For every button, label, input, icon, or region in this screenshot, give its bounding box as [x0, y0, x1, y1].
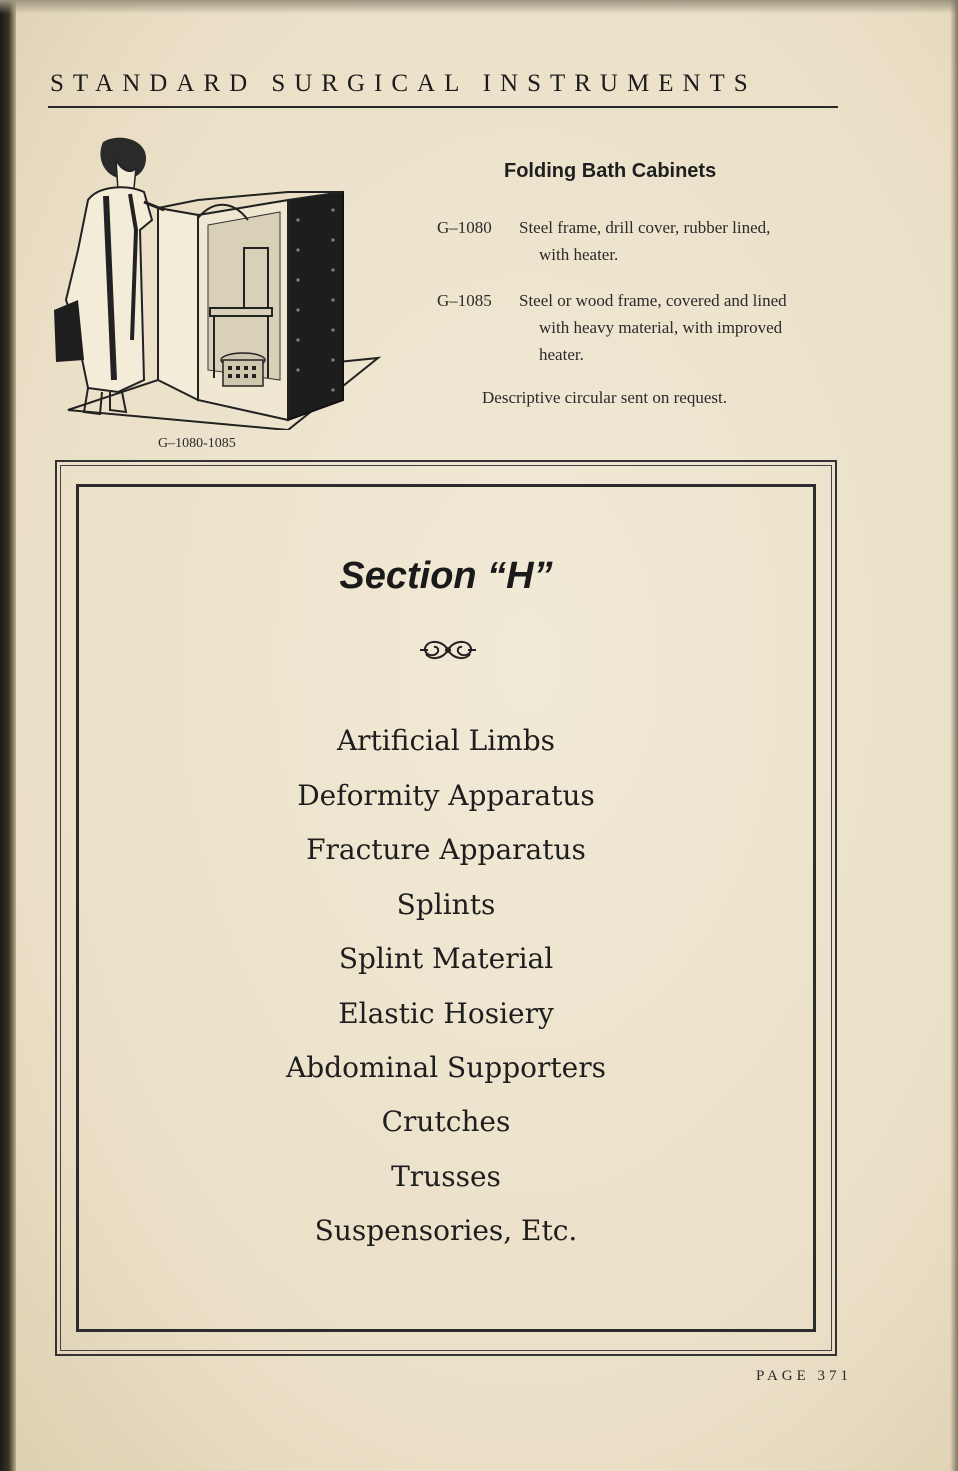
section-list-item: Elastic Hosiery — [338, 997, 554, 1030]
item-code: G–1080 — [437, 218, 492, 237]
product-note: Descriptive circular sent on request. — [482, 388, 727, 407]
item-description — [519, 287, 841, 368]
section-title: Section “H” — [339, 555, 553, 597]
figure-caption: G–1080-1085 — [158, 436, 236, 451]
page-number: PAGE 371 — [756, 1368, 853, 1384]
ornament-icon — [418, 634, 478, 666]
section-list-item: Suspensories, Etc. — [314, 1214, 578, 1247]
section-list-item: Trusses — [391, 1160, 501, 1193]
book-binding — [0, 0, 16, 1471]
item-desc-line: Steel frame, drill cover, rubber lined, — [519, 218, 771, 237]
product-title: Folding Bath Cabinets — [504, 160, 717, 182]
section-list-item: Crutches — [381, 1105, 511, 1138]
running-head-rule — [48, 106, 838, 108]
page-top-shadow — [0, 0, 958, 14]
running-head: STANDARD SURGICAL INSTRUMENTS — [50, 70, 757, 97]
item-desc-line: with heavy material, with improved — [539, 318, 783, 337]
item-code: G–1085 — [437, 291, 492, 310]
bath-cabinet-illustration — [48, 130, 388, 430]
section-list-item: Splint Material — [338, 942, 554, 975]
section-list-item: Splints — [396, 888, 496, 921]
item-desc-line: Steel or wood frame, covered and lined — [519, 291, 787, 310]
item-desc-line: heater. — [539, 345, 584, 364]
section-list-item: Fracture Apparatus — [306, 833, 586, 866]
section-list-item: Deformity Apparatus — [297, 779, 595, 812]
item-desc-line: with heater. — [539, 245, 619, 264]
section-list-item: Artificial Limbs — [336, 724, 556, 757]
page-right-shadow — [950, 0, 958, 1471]
item-description — [519, 214, 841, 268]
section-list-item: Abdominal Supporters — [286, 1051, 606, 1084]
